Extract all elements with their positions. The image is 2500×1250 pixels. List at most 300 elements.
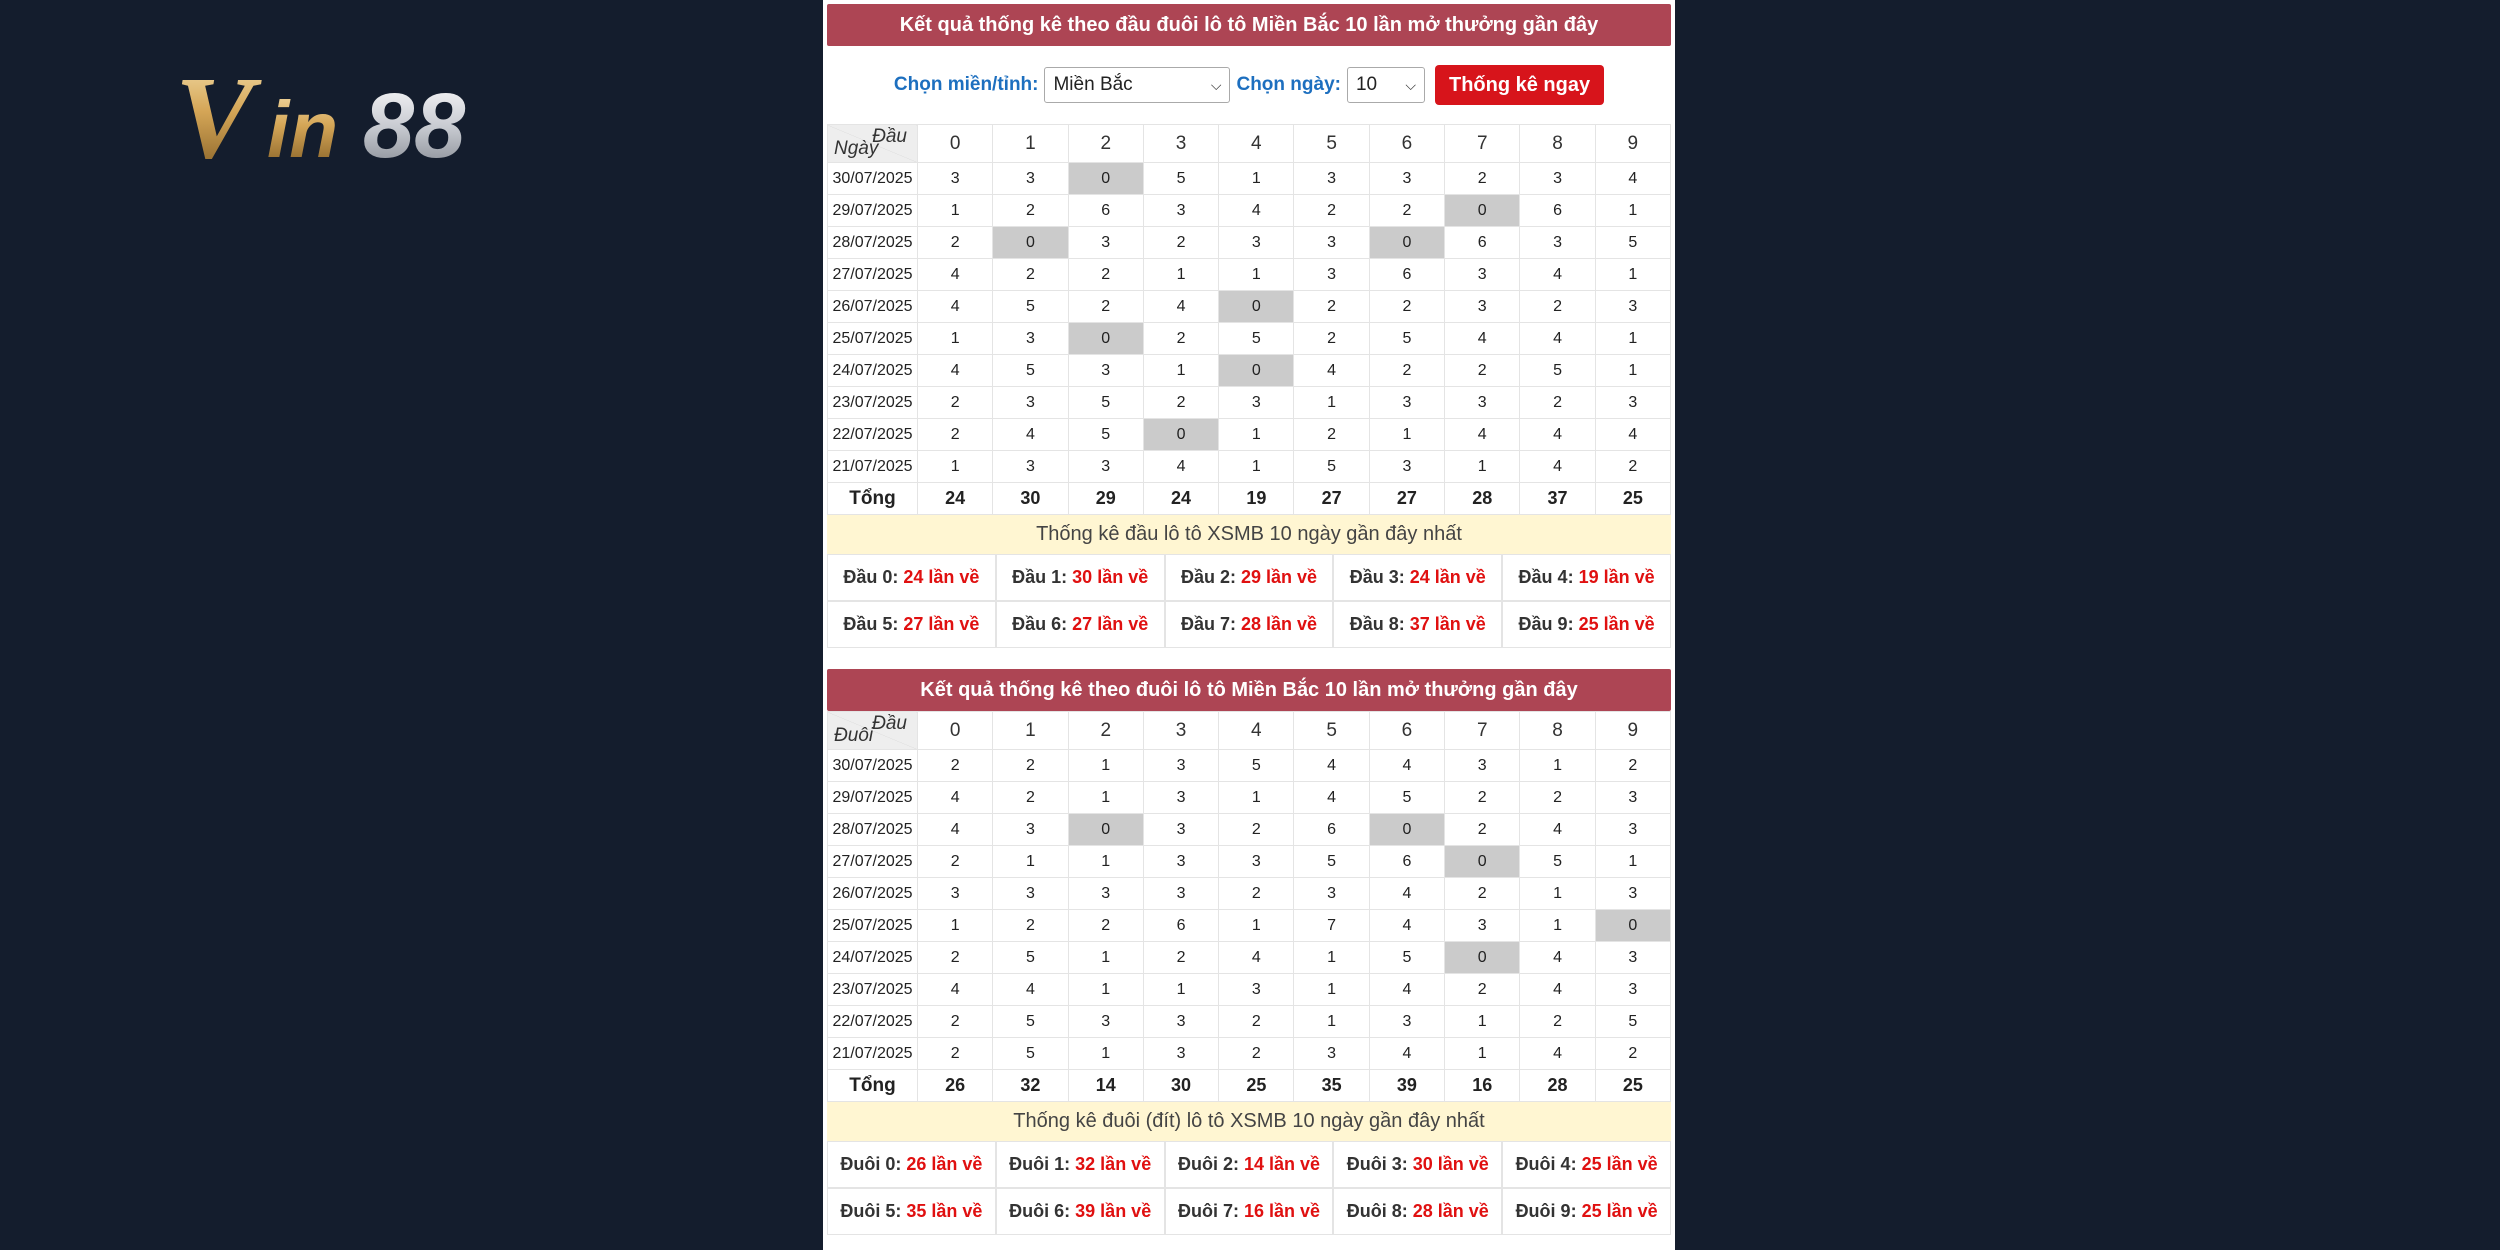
dau-summary-item bbox=[1165, 554, 1334, 601]
count-cell: 3 bbox=[1595, 942, 1670, 974]
duoi-column-header: 6 bbox=[1369, 712, 1444, 750]
summary-value: 37 lần về bbox=[1409, 614, 1486, 634]
summary-label: Đầu 6: bbox=[1012, 614, 1068, 634]
count-cell: 3 bbox=[1068, 227, 1143, 259]
dau-corner-cell bbox=[828, 125, 918, 163]
summary-value: 30 lần về bbox=[1072, 567, 1149, 587]
row-date: 26/07/2025 bbox=[828, 291, 918, 323]
count-cell: 4 bbox=[1520, 974, 1595, 1006]
count-cell: 2 bbox=[1445, 163, 1520, 195]
count-cell: 4 bbox=[1520, 942, 1595, 974]
duoi-summary-item bbox=[827, 1141, 996, 1188]
total-cell: 25 bbox=[1595, 483, 1670, 515]
count-cell: 1 bbox=[1369, 419, 1444, 451]
count-cell: 5 bbox=[1294, 451, 1369, 483]
count-cell: 3 bbox=[1143, 750, 1218, 782]
total-cell: 19 bbox=[1219, 483, 1294, 515]
count-cell: 3 bbox=[993, 878, 1068, 910]
count-cell: 1 bbox=[918, 323, 993, 355]
count-cell: 2 bbox=[918, 1006, 993, 1038]
region-select[interactable] bbox=[1044, 67, 1230, 103]
count-cell: 2 bbox=[1520, 782, 1595, 814]
summary-label: Đầu 5: bbox=[843, 614, 899, 634]
count-cell: 3 bbox=[1595, 291, 1670, 323]
count-cell: 5 bbox=[1068, 419, 1143, 451]
count-cell: 3 bbox=[1294, 878, 1369, 910]
duoi-column-header: 4 bbox=[1219, 712, 1294, 750]
row-date: 29/07/2025 bbox=[828, 782, 918, 814]
total-cell: 39 bbox=[1369, 1070, 1444, 1102]
count-cell: 2 bbox=[1219, 1006, 1294, 1038]
summary-label: Đầu 7: bbox=[1180, 614, 1236, 634]
count-cell: 5 bbox=[993, 355, 1068, 387]
row-date: 22/07/2025 bbox=[828, 1006, 918, 1038]
count-cell: 6 bbox=[1369, 846, 1444, 878]
count-cell: 2 bbox=[918, 750, 993, 782]
count-cell: 1 bbox=[1445, 451, 1520, 483]
dau-summary-item bbox=[1165, 601, 1334, 648]
count-cell: 2 bbox=[993, 750, 1068, 782]
row-date: 25/07/2025 bbox=[828, 910, 918, 942]
total-cell: 14 bbox=[1068, 1070, 1143, 1102]
dau-summary-item bbox=[1502, 554, 1671, 601]
summary-value: 39 lần về bbox=[1075, 1201, 1152, 1221]
count-cell: 1 bbox=[1595, 846, 1670, 878]
summary-label: Đuôi 5: bbox=[840, 1201, 902, 1221]
count-cell: 2 bbox=[918, 1038, 993, 1070]
count-cell: 5 bbox=[1369, 323, 1444, 355]
count-cell: 3 bbox=[1143, 1006, 1218, 1038]
count-cell: 4 bbox=[1369, 974, 1444, 1006]
count-cell: 3 bbox=[1445, 387, 1520, 419]
count-cell: 0 bbox=[1219, 291, 1294, 323]
count-cell: 3 bbox=[1294, 163, 1369, 195]
row-date: 28/07/2025 bbox=[828, 227, 918, 259]
filter-controls bbox=[827, 46, 1671, 124]
count-cell: 3 bbox=[1445, 750, 1520, 782]
summary-value: 24 lần về bbox=[1409, 567, 1486, 587]
summary-label: Đuôi 0: bbox=[840, 1154, 902, 1174]
count-cell: 1 bbox=[1520, 910, 1595, 942]
total-cell: 24 bbox=[918, 483, 993, 515]
count-cell: 5 bbox=[1369, 942, 1444, 974]
count-cell: 2 bbox=[918, 387, 993, 419]
summary-label: Đuôi 6: bbox=[1009, 1201, 1071, 1221]
count-cell: 4 bbox=[1595, 163, 1670, 195]
row-date: 22/07/2025 bbox=[828, 419, 918, 451]
total-cell: 30 bbox=[993, 483, 1068, 515]
row-date: 23/07/2025 bbox=[828, 387, 918, 419]
dau-summary-item bbox=[996, 554, 1165, 601]
count-cell: 3 bbox=[1369, 163, 1444, 195]
total-cell: 27 bbox=[1369, 483, 1444, 515]
dau-table-row bbox=[828, 387, 1671, 419]
count-cell: 5 bbox=[1219, 750, 1294, 782]
count-cell: 4 bbox=[993, 419, 1068, 451]
total-cell: 37 bbox=[1520, 483, 1595, 515]
count-cell: 3 bbox=[993, 163, 1068, 195]
dau-summary-item bbox=[827, 601, 996, 648]
count-cell: 3 bbox=[1520, 163, 1595, 195]
corner-bottom-label: Đuôi bbox=[834, 725, 874, 746]
count-cell: 3 bbox=[1294, 1038, 1369, 1070]
count-cell: 2 bbox=[1595, 451, 1670, 483]
count-cell: 4 bbox=[1520, 1038, 1595, 1070]
count-cell: 5 bbox=[1143, 163, 1218, 195]
dau-column-header: 2 bbox=[1068, 125, 1143, 163]
count-cell: 5 bbox=[1369, 782, 1444, 814]
dau-header-row bbox=[828, 125, 1671, 163]
count-cell: 3 bbox=[1369, 1006, 1444, 1038]
summary-value: 29 lần về bbox=[1240, 567, 1318, 587]
count-cell: 4 bbox=[1369, 910, 1444, 942]
count-cell: 3 bbox=[1445, 910, 1520, 942]
count-cell: 2 bbox=[1369, 291, 1444, 323]
count-cell: 1 bbox=[1294, 942, 1369, 974]
summary-value: 19 lần về bbox=[1578, 567, 1655, 587]
duoi-corner-cell bbox=[828, 712, 918, 750]
count-cell: 5 bbox=[993, 291, 1068, 323]
count-cell: 3 bbox=[1595, 878, 1670, 910]
count-cell: 1 bbox=[1219, 259, 1294, 291]
count-cell: 2 bbox=[1294, 195, 1369, 227]
row-date: 30/07/2025 bbox=[828, 750, 918, 782]
svg-text:88: 88 bbox=[363, 75, 466, 175]
count-cell: 3 bbox=[1219, 846, 1294, 878]
count-cell: 3 bbox=[1068, 878, 1143, 910]
count-cell: 0 bbox=[1445, 846, 1520, 878]
count-cell: 1 bbox=[1520, 750, 1595, 782]
total-cell: 32 bbox=[993, 1070, 1068, 1102]
total-cell: 27 bbox=[1294, 483, 1369, 515]
count-cell: 5 bbox=[993, 1006, 1068, 1038]
count-cell: 2 bbox=[918, 227, 993, 259]
count-cell: 4 bbox=[1369, 750, 1444, 782]
count-cell: 1 bbox=[1219, 782, 1294, 814]
count-cell: 2 bbox=[1068, 910, 1143, 942]
summary-label: Đầu 9: bbox=[1518, 614, 1574, 634]
count-cell: 3 bbox=[1520, 227, 1595, 259]
dau-total-row bbox=[828, 483, 1671, 515]
count-cell: 2 bbox=[1595, 750, 1670, 782]
count-cell: 5 bbox=[1595, 1006, 1670, 1038]
count-cell: 0 bbox=[993, 227, 1068, 259]
duoi-column-header: 2 bbox=[1068, 712, 1143, 750]
count-cell: 3 bbox=[1294, 259, 1369, 291]
count-cell: 0 bbox=[1369, 227, 1444, 259]
count-cell: 3 bbox=[1595, 782, 1670, 814]
dau-table-row bbox=[828, 355, 1671, 387]
count-cell: 2 bbox=[1219, 814, 1294, 846]
duoi-column-header: 0 bbox=[918, 712, 993, 750]
dau-table bbox=[827, 124, 1671, 515]
count-cell: 1 bbox=[1294, 1006, 1369, 1038]
count-cell: 2 bbox=[918, 942, 993, 974]
count-cell: 6 bbox=[1520, 195, 1595, 227]
dau-table-row bbox=[828, 291, 1671, 323]
duoi-table-row bbox=[828, 814, 1671, 846]
count-cell: 7 bbox=[1294, 910, 1369, 942]
duoi-section-title: Kết quả thống kê theo đuôi lô tô Miền Bắc 10 lần mở thưởng gần đây bbox=[827, 669, 1671, 711]
count-cell: 1 bbox=[1068, 1038, 1143, 1070]
count-cell: 3 bbox=[1068, 355, 1143, 387]
count-cell: 2 bbox=[1445, 782, 1520, 814]
duoi-summary-item bbox=[1333, 1188, 1502, 1235]
count-cell: 4 bbox=[993, 974, 1068, 1006]
count-cell: 3 bbox=[1068, 1006, 1143, 1038]
summary-label: Đầu 2: bbox=[1180, 567, 1236, 587]
row-date: 21/07/2025 bbox=[828, 1038, 918, 1070]
count-cell: 4 bbox=[1445, 419, 1520, 451]
submit-stats-button[interactable]: Thống kê ngay bbox=[1435, 65, 1604, 105]
total-cell: 25 bbox=[1595, 1070, 1670, 1102]
count-cell: 2 bbox=[1520, 291, 1595, 323]
count-cell: 4 bbox=[918, 259, 993, 291]
total-label: Tổng bbox=[828, 483, 918, 515]
count-cell: 4 bbox=[1445, 323, 1520, 355]
count-cell: 4 bbox=[918, 291, 993, 323]
count-cell: 3 bbox=[993, 451, 1068, 483]
count-cell: 1 bbox=[1143, 259, 1218, 291]
count-cell: 4 bbox=[1595, 419, 1670, 451]
vin88-logo[interactable] bbox=[175, 55, 545, 175]
count-cell: 4 bbox=[1520, 451, 1595, 483]
summary-value: 25 lần về bbox=[1578, 614, 1655, 634]
duoi-column-header: 3 bbox=[1143, 712, 1218, 750]
count-cell: 0 bbox=[1068, 814, 1143, 846]
row-date: 24/07/2025 bbox=[828, 355, 918, 387]
count-cell: 3 bbox=[1219, 387, 1294, 419]
summary-label: Đầu 0: bbox=[843, 567, 899, 587]
duoi-table-row bbox=[828, 974, 1671, 1006]
count-cell: 4 bbox=[1219, 195, 1294, 227]
summary-value: 24 lần về bbox=[903, 567, 980, 587]
count-cell: 2 bbox=[1143, 227, 1218, 259]
count-cell: 4 bbox=[1369, 878, 1444, 910]
dau-column-header: 4 bbox=[1219, 125, 1294, 163]
count-cell: 4 bbox=[918, 974, 993, 1006]
row-date: 21/07/2025 bbox=[828, 451, 918, 483]
duoi-summary-item bbox=[996, 1141, 1165, 1188]
duoi-summary-item bbox=[996, 1188, 1165, 1235]
days-select[interactable] bbox=[1347, 67, 1425, 103]
total-cell: 16 bbox=[1445, 1070, 1520, 1102]
duoi-summary-item bbox=[1165, 1141, 1334, 1188]
summary-label: Đuôi 4: bbox=[1515, 1154, 1577, 1174]
dau-column-header: 1 bbox=[993, 125, 1068, 163]
count-cell: 2 bbox=[993, 259, 1068, 291]
duoi-table-row bbox=[828, 942, 1671, 974]
row-date: 30/07/2025 bbox=[828, 163, 918, 195]
count-cell: 2 bbox=[1445, 355, 1520, 387]
summary-label: Đầu 4: bbox=[1518, 567, 1574, 587]
duoi-table-row bbox=[828, 750, 1671, 782]
count-cell: 1 bbox=[918, 195, 993, 227]
svg-text:in: in bbox=[267, 85, 339, 174]
duoi-column-header: 7 bbox=[1445, 712, 1520, 750]
row-date: 27/07/2025 bbox=[828, 846, 918, 878]
duoi-total-row bbox=[828, 1070, 1671, 1102]
summary-value: 26 lần về bbox=[906, 1154, 983, 1174]
count-cell: 1 bbox=[1445, 1006, 1520, 1038]
count-cell: 2 bbox=[1595, 1038, 1670, 1070]
count-cell: 3 bbox=[918, 163, 993, 195]
count-cell: 5 bbox=[1068, 387, 1143, 419]
count-cell: 3 bbox=[993, 387, 1068, 419]
count-cell: 2 bbox=[1143, 942, 1218, 974]
count-cell: 0 bbox=[1445, 942, 1520, 974]
dau-summary-item bbox=[827, 554, 996, 601]
count-cell: 3 bbox=[993, 323, 1068, 355]
total-cell: 28 bbox=[1520, 1070, 1595, 1102]
row-date: 26/07/2025 bbox=[828, 878, 918, 910]
summary-value: 14 lần về bbox=[1243, 1154, 1321, 1174]
count-cell: 0 bbox=[1143, 419, 1218, 451]
summary-value: 25 lần về bbox=[1581, 1201, 1658, 1221]
summary-value: 32 lần về bbox=[1075, 1154, 1152, 1174]
vin88-logo-graphic bbox=[175, 55, 545, 175]
row-date: 28/07/2025 bbox=[828, 814, 918, 846]
svg-text:V: V bbox=[175, 55, 254, 175]
days-label: Chọn ngày: bbox=[1236, 74, 1341, 95]
dau-table-row bbox=[828, 259, 1671, 291]
summary-value: 27 lần về bbox=[1072, 614, 1149, 634]
dau-summary-grid bbox=[827, 554, 1671, 648]
count-cell: 4 bbox=[1143, 291, 1218, 323]
count-cell: 4 bbox=[1520, 419, 1595, 451]
duoi-table-row bbox=[828, 782, 1671, 814]
count-cell: 2 bbox=[1294, 419, 1369, 451]
summary-value: 28 lần về bbox=[1412, 1201, 1489, 1221]
dau-summary-item bbox=[996, 601, 1165, 648]
dau-column-header: 0 bbox=[918, 125, 993, 163]
duoi-column-header: 5 bbox=[1294, 712, 1369, 750]
summary-label: Đầu 1: bbox=[1012, 567, 1068, 587]
duoi-summary-item bbox=[1502, 1141, 1671, 1188]
duoi-column-header: 8 bbox=[1520, 712, 1595, 750]
count-cell: 6 bbox=[1068, 195, 1143, 227]
count-cell: 1 bbox=[993, 846, 1068, 878]
count-cell: 1 bbox=[1219, 451, 1294, 483]
count-cell: 3 bbox=[1445, 291, 1520, 323]
summary-label: Đuôi 3: bbox=[1346, 1154, 1408, 1174]
duoi-column-header: 9 bbox=[1595, 712, 1670, 750]
count-cell: 1 bbox=[1219, 163, 1294, 195]
count-cell: 1 bbox=[1595, 323, 1670, 355]
count-cell: 3 bbox=[918, 878, 993, 910]
count-cell: 0 bbox=[1445, 195, 1520, 227]
row-date: 29/07/2025 bbox=[828, 195, 918, 227]
count-cell: 2 bbox=[1219, 1038, 1294, 1070]
total-cell: 29 bbox=[1068, 483, 1143, 515]
count-cell: 1 bbox=[1595, 355, 1670, 387]
count-cell: 4 bbox=[1294, 782, 1369, 814]
dau-column-header: 3 bbox=[1143, 125, 1218, 163]
row-date: 25/07/2025 bbox=[828, 323, 918, 355]
chevron-down-icon: ⌵ bbox=[1405, 76, 1416, 93]
summary-label: Đuôi 1: bbox=[1009, 1154, 1071, 1174]
count-cell: 4 bbox=[1520, 259, 1595, 291]
count-cell: 4 bbox=[1294, 750, 1369, 782]
count-cell: 0 bbox=[1219, 355, 1294, 387]
count-cell: 6 bbox=[1445, 227, 1520, 259]
total-cell: 28 bbox=[1445, 483, 1520, 515]
dau-summary-item bbox=[1333, 601, 1502, 648]
count-cell: 5 bbox=[1520, 355, 1595, 387]
count-cell: 5 bbox=[1595, 227, 1670, 259]
duoi-table-row bbox=[828, 910, 1671, 942]
count-cell: 3 bbox=[1595, 974, 1670, 1006]
summary-value: 35 lần về bbox=[906, 1201, 983, 1221]
count-cell: 2 bbox=[993, 910, 1068, 942]
count-cell: 4 bbox=[1369, 1038, 1444, 1070]
count-cell: 0 bbox=[1068, 323, 1143, 355]
count-cell: 2 bbox=[1369, 355, 1444, 387]
count-cell: 3 bbox=[1219, 227, 1294, 259]
corner-top-label: Đầu bbox=[872, 713, 907, 734]
count-cell: 3 bbox=[1595, 814, 1670, 846]
dau-table-row bbox=[828, 195, 1671, 227]
count-cell: 3 bbox=[1369, 451, 1444, 483]
duoi-section bbox=[827, 669, 1671, 1235]
count-cell: 2 bbox=[1369, 195, 1444, 227]
total-label: Tổng bbox=[828, 1070, 918, 1102]
count-cell: 5 bbox=[993, 1038, 1068, 1070]
summary-value: 16 lần về bbox=[1243, 1201, 1321, 1221]
count-cell: 5 bbox=[1520, 846, 1595, 878]
dau-column-header: 7 bbox=[1445, 125, 1520, 163]
count-cell: 2 bbox=[1068, 259, 1143, 291]
count-cell: 3 bbox=[1143, 195, 1218, 227]
dau-summary-item bbox=[1333, 554, 1502, 601]
count-cell: 1 bbox=[1143, 355, 1218, 387]
summary-label: Đầu 3: bbox=[1349, 567, 1405, 587]
count-cell: 3 bbox=[1143, 782, 1218, 814]
summary-label: Đuôi 9: bbox=[1515, 1201, 1577, 1221]
duoi-table-row bbox=[828, 878, 1671, 910]
chevron-down-icon: ⌵ bbox=[1210, 76, 1222, 93]
summary-label: Đầu 8: bbox=[1349, 614, 1405, 634]
duoi-summary-item bbox=[1502, 1188, 1671, 1235]
count-cell: 2 bbox=[1445, 878, 1520, 910]
summary-label: Đuôi 2: bbox=[1177, 1154, 1239, 1174]
count-cell: 3 bbox=[993, 814, 1068, 846]
summary-value: 25 lần về bbox=[1581, 1154, 1658, 1174]
count-cell: 1 bbox=[918, 910, 993, 942]
count-cell: 4 bbox=[1219, 942, 1294, 974]
dau-table-row bbox=[828, 451, 1671, 483]
count-cell: 1 bbox=[1520, 878, 1595, 910]
count-cell: 2 bbox=[1143, 387, 1218, 419]
count-cell: 3 bbox=[1143, 846, 1218, 878]
duoi-table-row bbox=[828, 846, 1671, 878]
corner-top-label: Đầu bbox=[872, 126, 907, 147]
duoi-summary-grid bbox=[827, 1141, 1671, 1235]
count-cell: 4 bbox=[1294, 355, 1369, 387]
count-cell: 1 bbox=[1219, 419, 1294, 451]
count-cell: 2 bbox=[1294, 323, 1369, 355]
duoi-summary-item bbox=[1333, 1141, 1502, 1188]
count-cell: 1 bbox=[1068, 846, 1143, 878]
duoi-column-header: 1 bbox=[993, 712, 1068, 750]
dau-column-header: 9 bbox=[1595, 125, 1670, 163]
total-cell: 30 bbox=[1143, 1070, 1218, 1102]
count-cell: 5 bbox=[993, 942, 1068, 974]
count-cell: 2 bbox=[993, 195, 1068, 227]
count-cell: 3 bbox=[1445, 259, 1520, 291]
total-cell: 26 bbox=[918, 1070, 993, 1102]
dau-summary-title: Thống kê đầu lô tô XSMB 10 ngày gần đây nhất bbox=[827, 515, 1671, 554]
